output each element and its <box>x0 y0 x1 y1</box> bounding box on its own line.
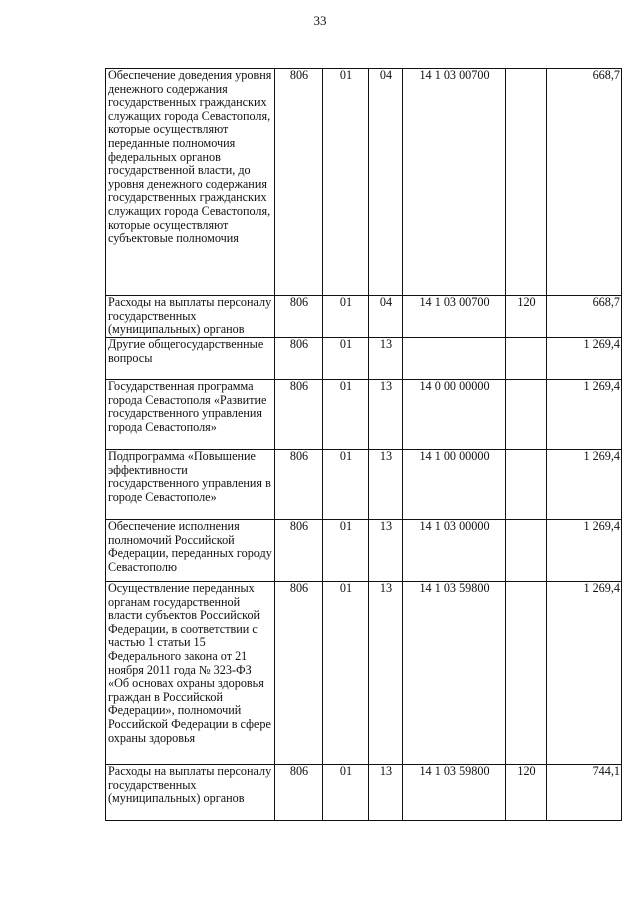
budget-table-body <box>106 69 622 821</box>
target-article-cell: 14 0 00 00000 <box>403 380 506 450</box>
sum-cell: 668,7 <box>547 69 622 296</box>
table-row <box>106 450 622 520</box>
subsection-cell: 13 <box>369 582 403 765</box>
target-article-cell: 14 1 03 59800 <box>403 765 506 821</box>
admin-code-cell: 806 <box>275 380 323 450</box>
table-row <box>106 338 622 380</box>
subsection-cell: 13 <box>369 338 403 380</box>
section-cell: 01 <box>323 69 369 296</box>
section-cell: 01 <box>323 380 369 450</box>
row-name-cell: Подпрограмма «Повышение эффективности государственного управления в городе Севастополе» <box>106 450 275 520</box>
table-row <box>106 582 622 765</box>
row-name-cell: Другие общегосударственные вопросы <box>106 338 275 380</box>
sum-cell: 668,7 <box>547 296 622 338</box>
admin-code-cell: 806 <box>275 450 323 520</box>
row-name-cell: Расходы на выплаты персоналу государственных (муниципальных) органов <box>106 765 275 821</box>
target-article-cell <box>403 338 506 380</box>
admin-code-cell: 806 <box>275 69 323 296</box>
sum-cell: 1 269,4 <box>547 450 622 520</box>
section-cell: 01 <box>323 520 369 582</box>
subsection-cell: 13 <box>369 380 403 450</box>
sum-cell: 1 269,4 <box>547 582 622 765</box>
table-row <box>106 520 622 582</box>
sum-cell: 1 269,4 <box>547 380 622 450</box>
section-cell: 01 <box>323 450 369 520</box>
subsection-cell: 13 <box>369 520 403 582</box>
expense-type-cell <box>506 380 547 450</box>
target-article-cell: 14 1 00 00000 <box>403 450 506 520</box>
sum-cell: 744,1 <box>547 765 622 821</box>
target-article-cell: 14 1 03 00700 <box>403 69 506 296</box>
expense-type-cell <box>506 582 547 765</box>
row-name-cell: Обеспечение доведения уровня денежного содержания государственных гражданских служащих города Севастополя, которые осуществляют переданные полномочия федеральных органов государственной власти, до уровня денежного содержания государственных гражданских служащих города Севастополя, которые осуществляют субъектовые полномочия <box>106 69 275 296</box>
row-name-cell: Расходы на выплаты персоналу государственных (муниципальных) органов <box>106 296 275 338</box>
section-cell: 01 <box>323 765 369 821</box>
sum-cell: 1 269,4 <box>547 520 622 582</box>
subsection-cell: 13 <box>369 450 403 520</box>
budget-table <box>105 68 622 821</box>
admin-code-cell: 806 <box>275 765 323 821</box>
table-row <box>106 380 622 450</box>
row-name-cell: Обеспечение исполнения полномочий Российской Федерации, переданных городу Севастополю <box>106 520 275 582</box>
page-number: 33 <box>313 13 327 28</box>
section-cell: 01 <box>323 338 369 380</box>
table-row <box>106 69 622 296</box>
expense-type-cell <box>506 450 547 520</box>
subsection-cell: 04 <box>369 296 403 338</box>
section-cell: 01 <box>323 582 369 765</box>
admin-code-cell: 806 <box>275 338 323 380</box>
target-article-cell: 14 1 03 59800 <box>403 582 506 765</box>
subsection-cell: 04 <box>369 69 403 296</box>
expense-type-cell <box>506 69 547 296</box>
table-row <box>106 765 622 821</box>
admin-code-cell: 806 <box>275 582 323 765</box>
table-row <box>106 296 622 338</box>
subsection-cell: 13 <box>369 765 403 821</box>
expense-type-cell <box>506 338 547 380</box>
target-article-cell: 14 1 03 00000 <box>403 520 506 582</box>
sum-cell: 1 269,4 <box>547 338 622 380</box>
section-cell: 01 <box>323 296 369 338</box>
expense-type-cell: 120 <box>506 296 547 338</box>
row-name-cell: Осуществление переданных органам государственной власти субъектов Российской Федерации, в соответствии с частью 1 статьи 15 Федерального закона от 21 ноября 2011 года № 323-ФЗ «Об основах охраны здоровья граждан в Российской Федерации», полномочий Российской Федерации в сфере охраны здоровья <box>106 582 275 765</box>
row-name-cell: Государственная программа города Севастополя «Развитие государственного управления города Севастополя» <box>106 380 275 450</box>
target-article-cell: 14 1 03 00700 <box>403 296 506 338</box>
expense-type-cell: 120 <box>506 765 547 821</box>
admin-code-cell: 806 <box>275 296 323 338</box>
admin-code-cell: 806 <box>275 520 323 582</box>
expense-type-cell <box>506 520 547 582</box>
